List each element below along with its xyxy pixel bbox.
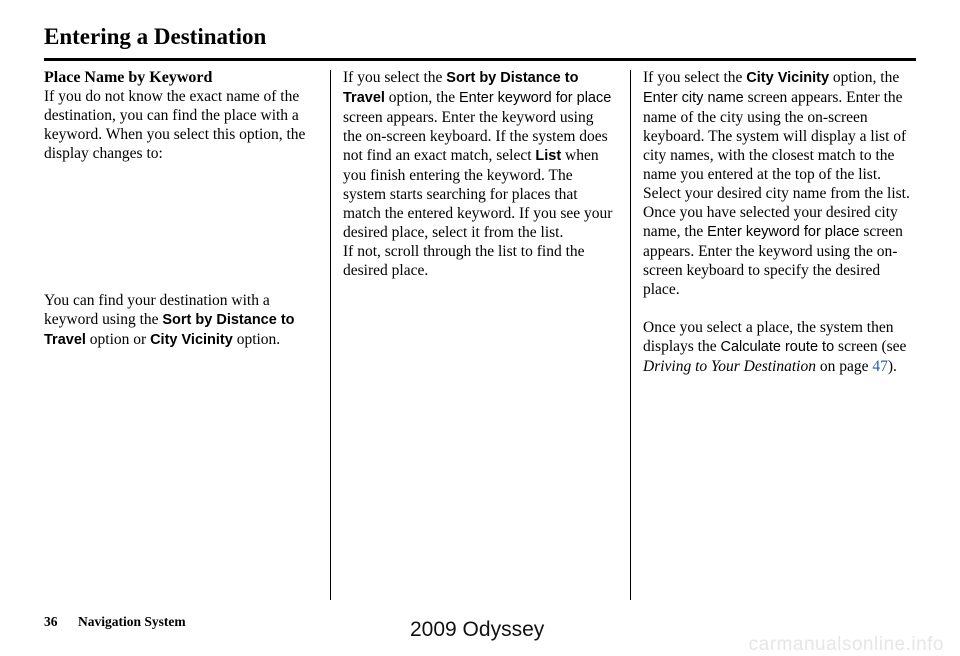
text: option, the bbox=[384, 89, 459, 106]
screen-name: Enter keyword for place bbox=[458, 90, 612, 106]
text: when you finish entering the keyword. The system starts searching for places that match the entered keyword. If you see your desired place, select it from the list. bbox=[343, 147, 613, 241]
paragraph bbox=[643, 318, 919, 376]
text: on page bbox=[815, 358, 873, 375]
screen-name: Enter city name bbox=[643, 90, 744, 106]
text: screen appears. Enter the keyword using the on-screen keyboard. If the system does not find an exact match, select bbox=[343, 109, 608, 164]
paragraph bbox=[343, 68, 615, 242]
text: screen appears. Enter the keyword using the on-screen keyboard to specify the desired place. bbox=[643, 223, 903, 298]
site-watermark: carmanualsonline.info bbox=[748, 634, 944, 655]
option-name: Sort by Distance to Travel bbox=[343, 70, 579, 106]
text: option. bbox=[232, 331, 281, 348]
section-heading: Place Name by Keyword bbox=[44, 69, 213, 86]
model-watermark: 2009 Odyssey bbox=[410, 618, 545, 641]
page-title: Entering a Destination bbox=[44, 24, 267, 49]
column-divider bbox=[330, 70, 331, 600]
column-divider bbox=[630, 70, 631, 600]
column-middle bbox=[343, 68, 615, 280]
column-left bbox=[44, 68, 314, 350]
cross-reference-title: Driving to Your Destination bbox=[643, 358, 816, 375]
header-rule bbox=[44, 58, 916, 61]
screen-name: Calculate route to bbox=[720, 339, 835, 355]
screen-name: Enter keyword for place bbox=[707, 224, 860, 240]
text: screen (see bbox=[834, 338, 907, 355]
text: Once you select a place, the system then displays the bbox=[643, 319, 894, 355]
column-right bbox=[643, 68, 919, 376]
paragraph: If you do not know the exact name of the destination, you can find the place with a keyword. When you select this option, the display changes to: bbox=[44, 88, 306, 162]
option-name: City Vicinity bbox=[150, 332, 233, 348]
text: If you select the bbox=[643, 69, 747, 86]
text: option, the bbox=[829, 69, 900, 86]
option-name: City Vicinity bbox=[746, 70, 830, 86]
paragraph bbox=[44, 291, 314, 350]
page-link[interactable]: 47 bbox=[872, 358, 888, 375]
text: option or bbox=[85, 331, 151, 348]
paragraph bbox=[643, 68, 919, 299]
page-number: 36 bbox=[44, 614, 58, 629]
button-name: List bbox=[535, 148, 562, 164]
text: ). bbox=[887, 358, 897, 375]
footer-section-label: Navigation System bbox=[78, 614, 186, 629]
text: screen appears. Enter the name of the city using the on-screen keyboard. The system will display a list of city names, with the closest match to the name you entered at the top of the list. Select your desired city name from the list. Once you have selected your desired city name, the bbox=[643, 89, 910, 240]
paragraph: If not, scroll through the list to find the desired place. bbox=[343, 243, 585, 279]
text: If you select the bbox=[343, 69, 447, 86]
option-name: Sort by Distance to Travel bbox=[44, 312, 295, 348]
text: You can find your destination with a keyword using the bbox=[44, 292, 270, 328]
